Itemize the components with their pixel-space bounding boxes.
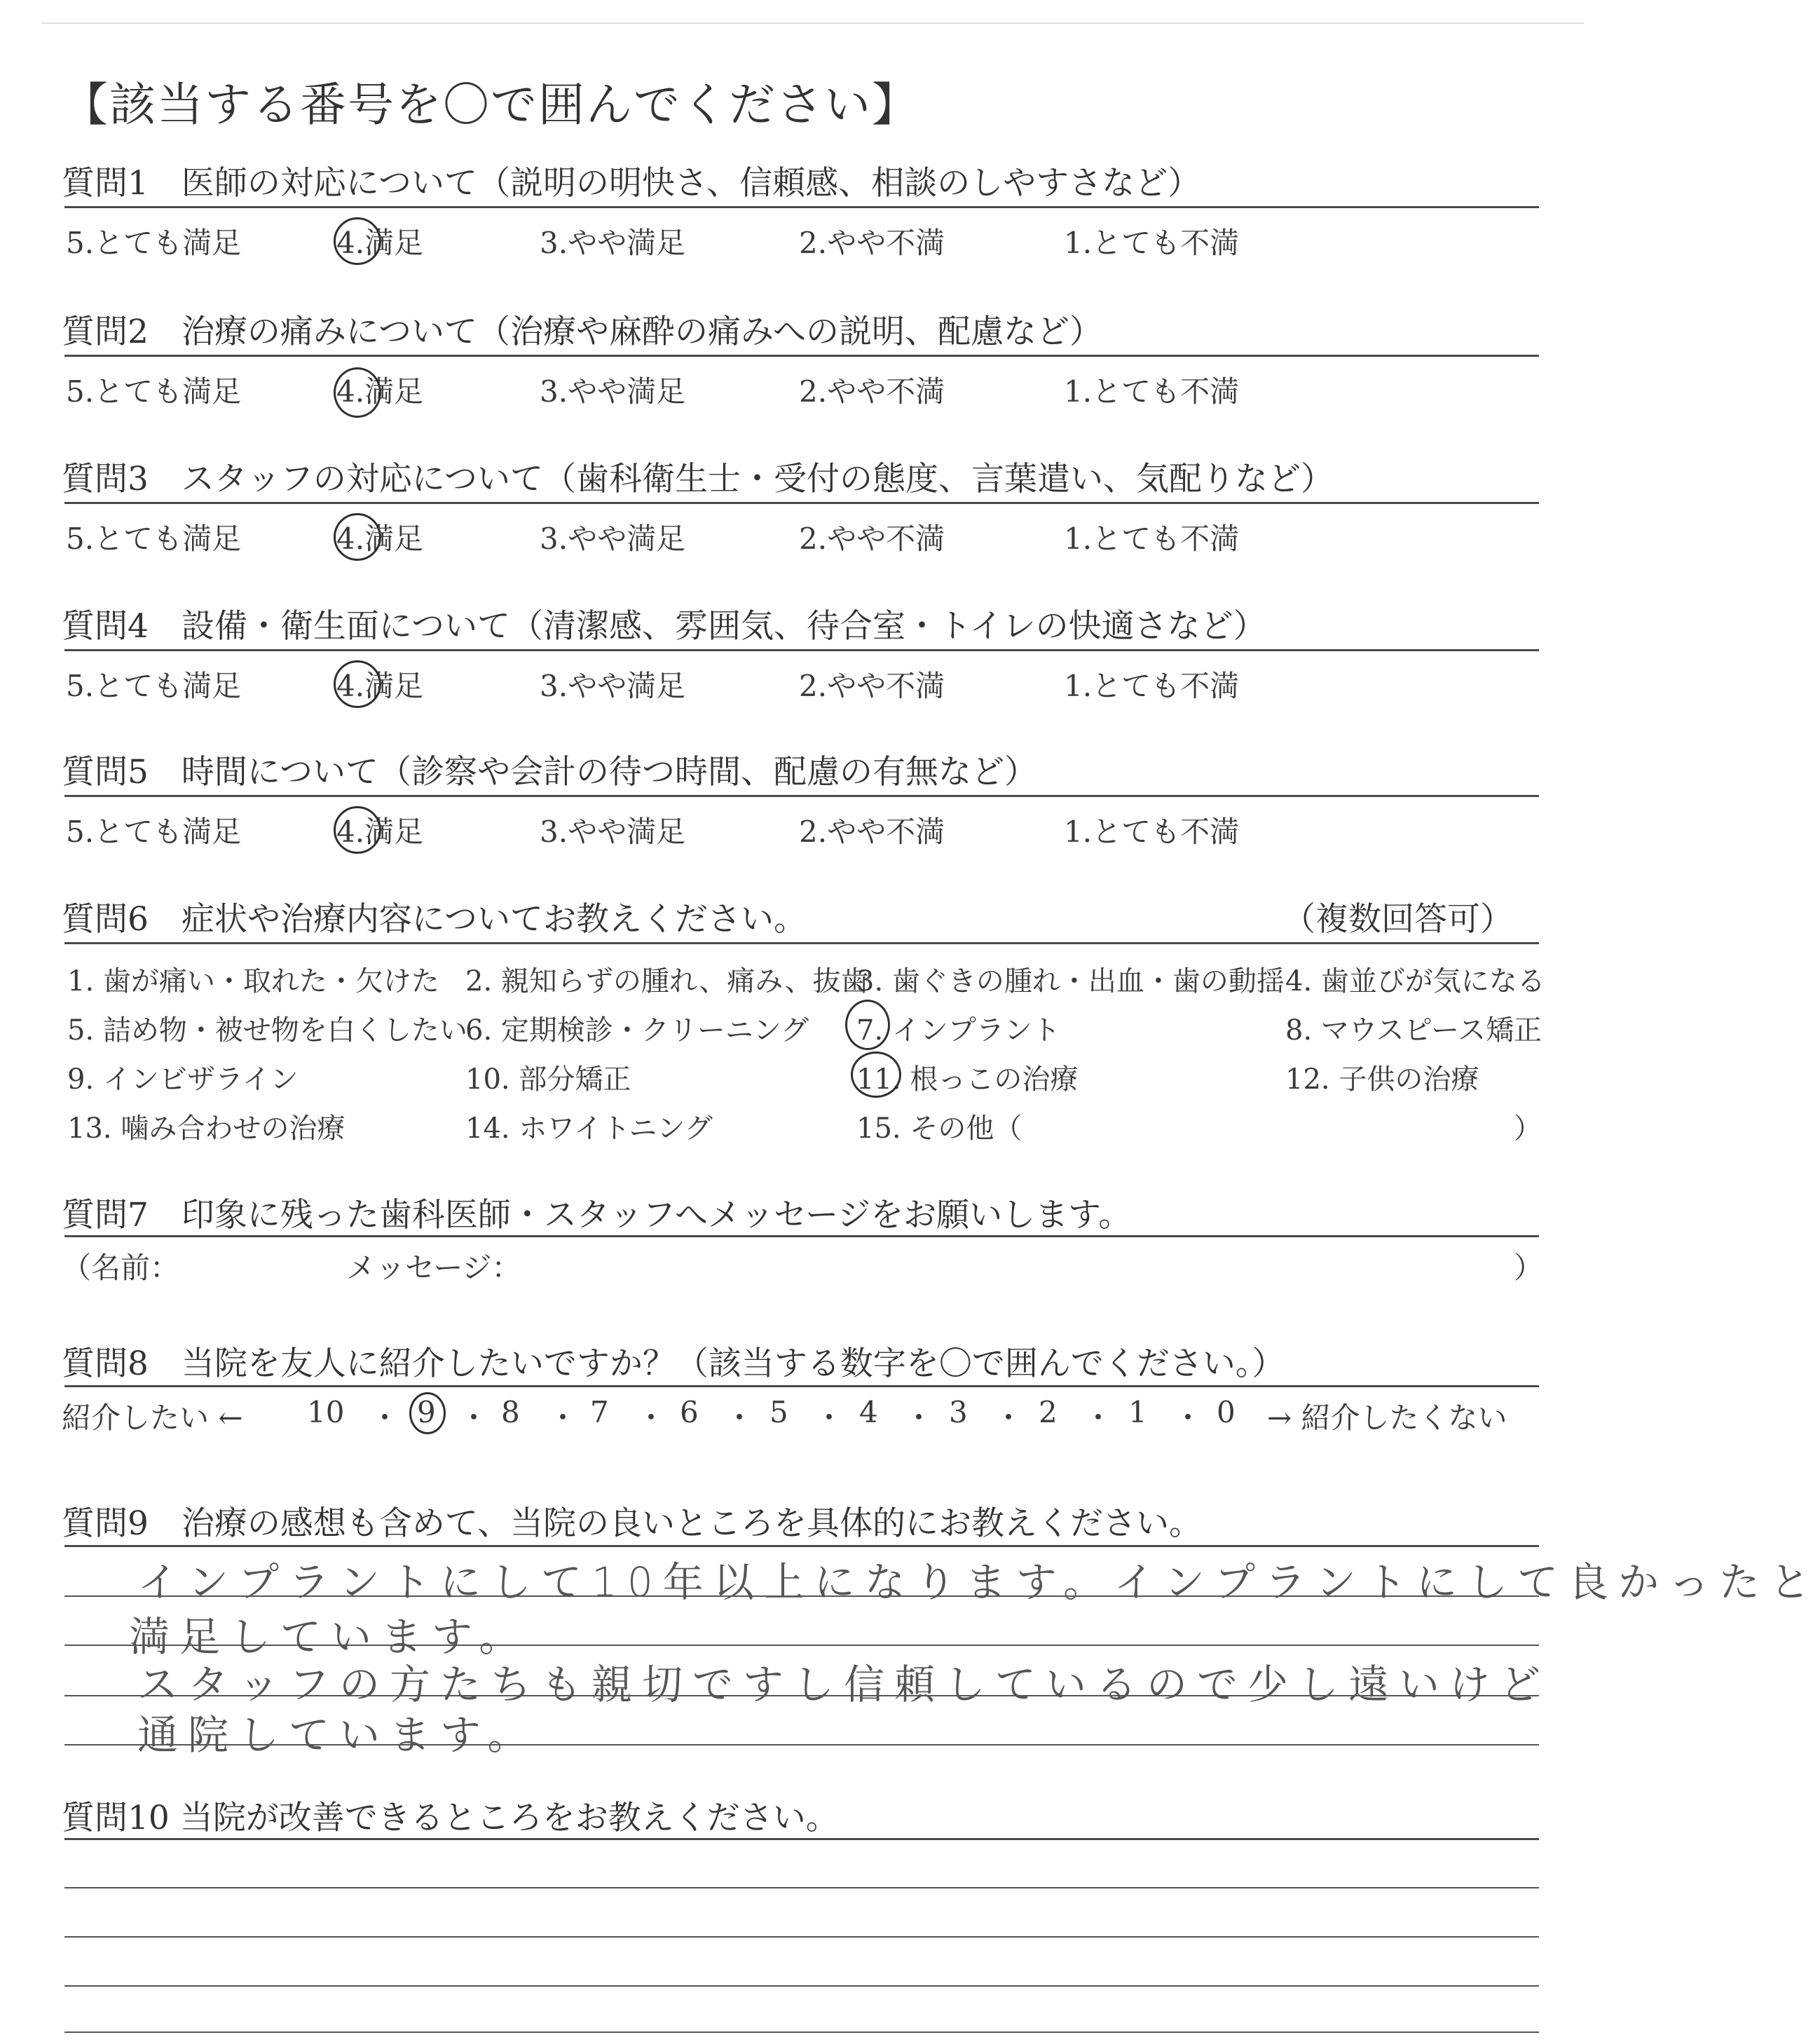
q6-option-3[interactable]: 3. 歯ぐきの腫れ・出血・歯の動揺 [856, 965, 1285, 998]
q6-option-7[interactable]: 7. インプラント [856, 1014, 1060, 1047]
q6-option-1[interactable]: 1. 歯が痛い・取れた・欠けた [67, 965, 439, 998]
question-5-rule [64, 795, 1539, 797]
q8-dot: ・ [994, 1401, 1024, 1435]
q6-option-2[interactable]: 2. 親知らずの腫れ、痛み、抜歯 [465, 965, 869, 998]
q6-option-15[interactable]: 15. その他（ [856, 1112, 1022, 1145]
question-8-title: 質問8 当院を友人に紹介したいですか？（該当する数字を〇で囲んでください。） [62, 1345, 1285, 1383]
q1-option-1[interactable]: 1.とても不満 [1064, 226, 1240, 260]
q6-option-15-close: ） [1514, 1112, 1542, 1145]
q1-option-4[interactable]: 4.満足 [336, 226, 424, 260]
question-6-note: （複数回答可） [1282, 900, 1513, 939]
q8-scale-6[interactable]: 6 [680, 1395, 699, 1429]
q9-answer-line [64, 1695, 1539, 1696]
q9-answer-line [64, 1744, 1539, 1745]
q5-option-2[interactable]: 2.やや不満 [799, 815, 945, 849]
question-6-rule [64, 942, 1539, 944]
q6-option-4[interactable]: 4. 歯並びが気になる [1285, 965, 1545, 998]
q8-dot: ・ [370, 1401, 400, 1435]
q8-scale-2[interactable]: 2 [1039, 1395, 1058, 1429]
question-5-title: 質問5 時間について（診察や会計の待つ時間、配慮の有無など） [62, 753, 1037, 791]
q6-option-6[interactable]: 6. 定期検診・クリーニング [465, 1014, 809, 1047]
q1-option-3[interactable]: 3.やや満足 [540, 226, 686, 260]
q8-dot: ・ [548, 1401, 578, 1435]
question-6-title: 質問6 症状や治療内容についてお教えください。 [62, 900, 807, 939]
q8-dot: ・ [904, 1401, 934, 1435]
q5-option-1[interactable]: 1.とても不満 [1064, 815, 1240, 849]
q1-option-2[interactable]: 2.やや不満 [799, 226, 945, 260]
q5-option-5[interactable]: 5.とても満足 [66, 815, 242, 849]
q5-selected-circle [334, 806, 381, 854]
page-title: 【該当する番号を〇で囲んでください】 [62, 78, 919, 132]
q2-option-2[interactable]: 2.やや不満 [799, 374, 945, 409]
q10-answer-line[interactable] [64, 1985, 1539, 1987]
q9-handwritten-line-4: 通院しています。 [137, 1711, 538, 1759]
q2-option-1[interactable]: 1.とても不満 [1064, 374, 1240, 409]
q3-option-2[interactable]: 2.やや不満 [799, 522, 945, 556]
q3-option-1[interactable]: 1.とても不満 [1064, 522, 1240, 556]
question-10-rule [64, 1838, 1539, 1840]
q7-close-paren: ） [1514, 1251, 1544, 1285]
q6-option-7-selected-circle [845, 1000, 890, 1050]
q5-option-3[interactable]: 3.やや満足 [540, 815, 686, 849]
q8-scale-0[interactable]: 0 [1217, 1395, 1236, 1429]
q8-dot: ・ [1173, 1401, 1203, 1435]
q3-option-5[interactable]: 5.とても満足 [66, 522, 242, 556]
q10-answer-line[interactable] [64, 1936, 1539, 1938]
q9-answer-line [64, 1595, 1539, 1597]
q6-option-13[interactable]: 13. 噛み合わせの治療 [67, 1112, 345, 1145]
q8-left-label: 紹介したい ← [62, 1401, 243, 1435]
q2-option-4[interactable]: 4.満足 [336, 374, 424, 409]
q1-selected-circle [334, 217, 381, 265]
q9-handwritten-line-1: インプラントにして10年以上になります。インプラントにして良かったと [137, 1558, 1820, 1606]
question-1-title: 質問1 医師の対応について（説明の明快さ、信頼感、相談のしやすさなど） [62, 164, 1201, 203]
q6-option-8[interactable]: 8. マウスピース矯正 [1285, 1014, 1542, 1047]
q8-dot: ・ [636, 1401, 666, 1435]
q9-handwritten-line-2: 満足しています。 [129, 1613, 530, 1661]
question-10-title: 質問10 当院が改善できるところをお教えください。 [62, 1799, 839, 1837]
q8-dot: ・ [1083, 1401, 1114, 1435]
q8-scale-8[interactable]: 8 [501, 1395, 520, 1429]
q4-option-1[interactable]: 1.とても不満 [1064, 669, 1240, 703]
q10-answer-line[interactable] [64, 1887, 1539, 1888]
q8-scale-9[interactable]: 9 [417, 1395, 436, 1429]
q8-right-label: → 紹介したくない [1267, 1401, 1507, 1435]
q5-option-4[interactable]: 4.満足 [336, 815, 424, 849]
q10-answer-line[interactable] [64, 2031, 1539, 2033]
q6-option-12[interactable]: 12. 子供の治療 [1285, 1063, 1479, 1096]
q8-dot: ・ [814, 1401, 844, 1435]
q6-option-10[interactable]: 10. 部分矯正 [465, 1063, 631, 1096]
question-4-title: 質問4 設備・衛生面について（清潔感、雰囲気、待合室・トイレの快適さなど） [62, 607, 1266, 646]
q8-dot: ・ [725, 1401, 755, 1435]
q2-selected-circle [334, 367, 381, 418]
q6-option-11[interactable]: 11. 根っこの治療 [856, 1063, 1079, 1096]
q4-option-3[interactable]: 3.やや満足 [540, 669, 686, 703]
q8-scale-5[interactable]: 5 [769, 1395, 788, 1429]
q8-dot: ・ [459, 1401, 489, 1435]
q8-scale-1[interactable]: 1 [1128, 1395, 1147, 1429]
q6-option-11-selected-circle [851, 1051, 901, 1098]
q6-option-14[interactable]: 14. ホワイトニング [465, 1112, 713, 1145]
q4-option-4[interactable]: 4.満足 [336, 669, 424, 703]
q8-scale-7[interactable]: 7 [590, 1395, 609, 1429]
question-9-title: 質問9 治療の感想も含めて、当院の良いところを具体的にお教えください。 [62, 1504, 1202, 1543]
question-8-rule [64, 1385, 1539, 1387]
q3-option-4[interactable]: 4.満足 [336, 522, 424, 556]
q7-name-label: （名前： [62, 1251, 180, 1285]
q8-scale-4[interactable]: 4 [859, 1395, 878, 1429]
question-7-rule [64, 1235, 1539, 1237]
q2-option-3[interactable]: 3.やや満足 [540, 374, 686, 409]
question-4-rule [64, 649, 1539, 651]
q8-selected-circle [409, 1392, 446, 1434]
q7-message-label: メッセージ： [346, 1251, 521, 1285]
q9-answer-line [64, 1645, 1539, 1646]
question-3-rule [64, 502, 1539, 504]
question-3-title: 質問3 スタッフの対応について（歯科衛生士・受付の態度、言葉遣い、気配りなど） [62, 460, 1334, 498]
q2-option-5[interactable]: 5.とても満足 [66, 374, 242, 409]
q6-option-5[interactable]: 5. 詰め物・被せ物を白くしたい [67, 1014, 467, 1047]
q9-handwritten-line-3: スタッフの方たちも親切ですし信頼しているので少し遠いけど [137, 1661, 1551, 1708]
q4-selected-circle [334, 660, 381, 708]
q4-option-2[interactable]: 2.やや不満 [799, 669, 945, 703]
question-7-title: 質問7 印象に残った歯科医師・スタッフへメッセージをお願いします。 [62, 1196, 1132, 1234]
q4-option-5[interactable]: 5.とても満足 [66, 669, 242, 703]
question-2-title: 質問2 治療の痛みについて（治療や麻酔の痛みへの説明、配慮など） [62, 313, 1103, 351]
q1-option-5[interactable]: 5.とても満足 [66, 226, 242, 260]
question-1-rule [64, 206, 1539, 208]
question-2-rule [64, 355, 1539, 357]
q6-option-9[interactable]: 9. インビザライン [67, 1063, 299, 1096]
q8-scale-10[interactable]: 10 [307, 1395, 345, 1429]
question-9-rule [64, 1545, 1539, 1547]
q8-scale-3[interactable]: 3 [949, 1395, 968, 1429]
q3-selected-circle [334, 513, 381, 561]
q3-option-3[interactable]: 3.やや満足 [540, 522, 686, 556]
scan-edge-line [42, 22, 1584, 24]
